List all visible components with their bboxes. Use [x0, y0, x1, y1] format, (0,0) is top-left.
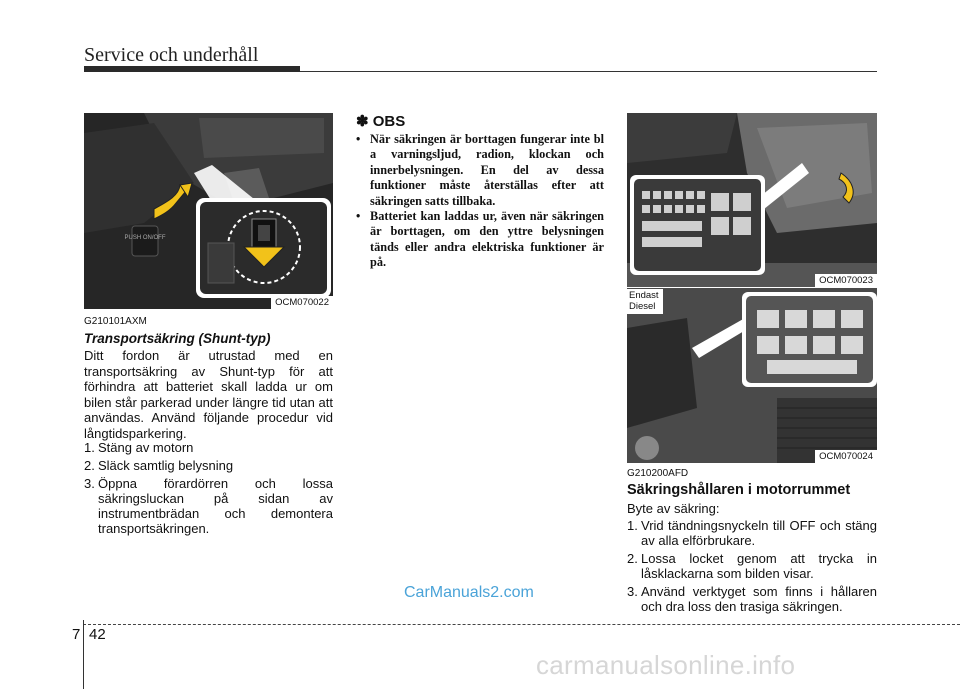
chapter-number: 7	[72, 626, 81, 643]
push-switch-label: PUSH ON/OFF	[124, 235, 166, 241]
photo-caption: OCM070024	[815, 450, 877, 463]
list-item: • Batteriet kan laddas ur, även när säkringen är borttagen, om den yttre belysningen tänds eller andra elektriska funktioner är på.	[356, 209, 604, 270]
header-rule	[300, 71, 877, 72]
obs-heading	[356, 112, 405, 130]
diesel-fusebox-illustration	[627, 288, 877, 463]
section-code: G210101AXM	[84, 316, 147, 327]
photo-caption: OCM070022	[271, 296, 333, 309]
intro-text: Byte av säkring:	[627, 501, 720, 516]
site-watermark: carmanualsonline.info	[536, 650, 796, 680]
obs-title: OBS	[372, 113, 406, 130]
diesel-fusebox-photo	[627, 288, 877, 463]
list-item: 1. Stäng av motorn	[84, 440, 194, 455]
list-item: 3. Använd verktyget som finns i hållaren och dra loss den trasiga säkringen.	[627, 584, 877, 614]
engine-fusebox-photo	[627, 113, 877, 287]
procedure-list	[84, 440, 333, 539]
watermark-link[interactable]: CarManuals2.com	[404, 584, 534, 601]
list-item: 3. Öppna förardörren och lossa säkringsluckan på sidan av instrumentbrädan och demontera transportsäkringen.	[84, 476, 333, 536]
intro-paragraph: Ditt fordon är utrustad med en transportsäkring av Shunt-typ för att förhindra att batteriet skall ladda ur om bilen står parkerad under längre tid utan att användas. Använd följande procedur vid långtidsparkering.	[84, 348, 333, 441]
page-number: 42	[89, 626, 106, 643]
transport-fuse-photo	[84, 113, 333, 309]
procedure-list	[627, 518, 877, 617]
list-item: 2. Lossa locket genom att trycka in låsklackarna som bilden visar.	[627, 551, 877, 581]
page-header-title: Service och underhåll	[84, 44, 259, 66]
list-item: 1. Vrid tändningsnyckeln till OFF och stäng av alla elförbrukare.	[627, 518, 877, 548]
engine-fusebox-illustration	[627, 113, 877, 287]
footer-divider	[83, 620, 84, 689]
footer-rule	[83, 624, 960, 625]
obs-icon: ✽	[356, 113, 369, 130]
section-code: G210200AFD	[627, 468, 689, 479]
header-bar	[84, 66, 300, 72]
list-item: 2. Släck samtlig belysning	[84, 458, 234, 473]
subheading: Transportsäkring (Shunt-typ)	[84, 331, 271, 346]
diesel-label: Endast Diesel	[627, 289, 663, 314]
section-heading: Säkringshållaren i motorrummet	[627, 482, 851, 498]
transport-fuse-illustration	[84, 113, 333, 309]
obs-list	[356, 132, 604, 271]
list-item: • När säkringen är borttagen fungerar inte bl a varningsljud, radion, klockan och innerbelysningen. En del av dessa funktioner måste återställas efter att säkringen satts tillbaka.	[356, 132, 604, 208]
photo-caption: OCM070023	[815, 274, 877, 287]
